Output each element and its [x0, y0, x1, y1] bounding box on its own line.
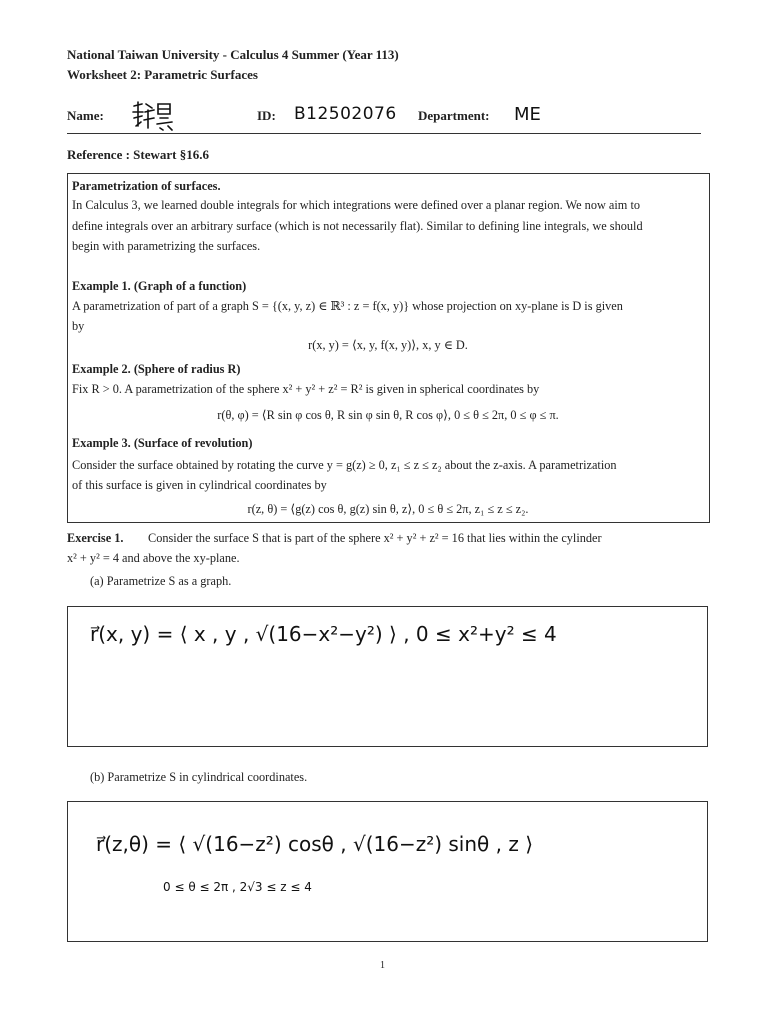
answer-b-domain: 0 ≤ θ ≤ 2π , 2√3 ≤ z ≤ 4	[163, 880, 312, 894]
header-divider	[67, 133, 701, 134]
course-title: National Taiwan University - Calculus 4 Summer (Year 113)	[67, 47, 399, 62]
exercise-text-cont: x² + y² = 4 and above the xy-plane.	[67, 551, 240, 565]
name-label: Name:	[67, 108, 104, 123]
reference: Reference : Stewart §16.6	[67, 147, 209, 162]
example-2-text: Fix R > 0. A parametrization of the sphere x² + y² + z² = R² is given in spherical coordinates by	[72, 382, 540, 396]
example-1-text-cont: by	[72, 319, 85, 333]
id-value: B12502076	[294, 104, 397, 124]
handwritten-name-signature	[130, 100, 174, 132]
part-a-prompt: (a) Parametrize S as a graph.	[90, 574, 232, 588]
department-label: Department:	[418, 108, 490, 123]
example-3-text: Consider the surface obtained by rotating the curve y = g(z) ≥ 0, z₁ ≤ z ≤ z₂ about the z-axis. A parametrization	[72, 458, 617, 472]
answer-a-handwriting: r⃗(x, y) = ⟨ x , y , √(16−x²−y²) ⟩ , 0 ≤ x²+y² ≤ 4	[90, 622, 557, 646]
example-1-formula: r(x, y) = ⟨x, y, f(x, y)⟩, x, y ∈ D.	[308, 338, 468, 352]
worksheet-title: Worksheet 2: Parametric Surfaces	[67, 67, 258, 82]
intro-line-2: define integrals over an arbitrary surface (which is not necessarily flat). Similar to defining line integrals, we should	[72, 219, 643, 233]
exercise-label: Exercise 1.	[67, 531, 124, 545]
intro-line-1: In Calculus 3, we learned double integrals for which integrations were defined over a planar region. We now aim to	[72, 198, 641, 212]
example-3-title: Example 3. (Surface of revolution)	[72, 436, 253, 450]
example-2-formula: r(θ, φ) = ⟨R sin φ cos θ, R sin φ sin θ, R cos φ⟩, 0 ≤ θ ≤ 2π, 0 ≤ φ ≤ π.	[217, 408, 559, 422]
department-value: ME	[514, 104, 541, 125]
example-2-title: Example 2. (Sphere of radius R)	[72, 362, 241, 376]
answer-b-handwriting: r⃗(z,θ) = ⟨ √(16−z²) cosθ , √(16−z²) sinθ , z ⟩	[96, 832, 533, 856]
id-label: ID:	[257, 108, 276, 123]
example-1-title: Example 1. (Graph of a function)	[72, 279, 247, 293]
example-1-text: A parametrization of part of a graph S = {(x, y, z) ∈ ℝ³ : z = f(x, y)} whose projection on xy-plane is D is given	[72, 299, 623, 313]
example-3-text-cont: of this surface is given in cylindrical coordinates by	[72, 478, 327, 492]
page-number: 1	[380, 960, 385, 971]
answer-box-b[interactable]	[67, 801, 708, 942]
exercise-text: Consider the surface S that is part of the sphere x² + y² + z² = 16 that lies within the cylinder	[148, 531, 602, 545]
intro-line-3: begin with parametrizing the surfaces.	[72, 239, 261, 253]
box-title: Parametrization of surfaces.	[72, 179, 221, 193]
part-b-prompt: (b) Parametrize S in cylindrical coordinates.	[90, 770, 308, 784]
example-3-formula: r(z, θ) = ⟨g(z) cos θ, g(z) sin θ, z⟩, 0 ≤ θ ≤ 2π, z₁ ≤ z ≤ z₂.	[247, 502, 529, 516]
